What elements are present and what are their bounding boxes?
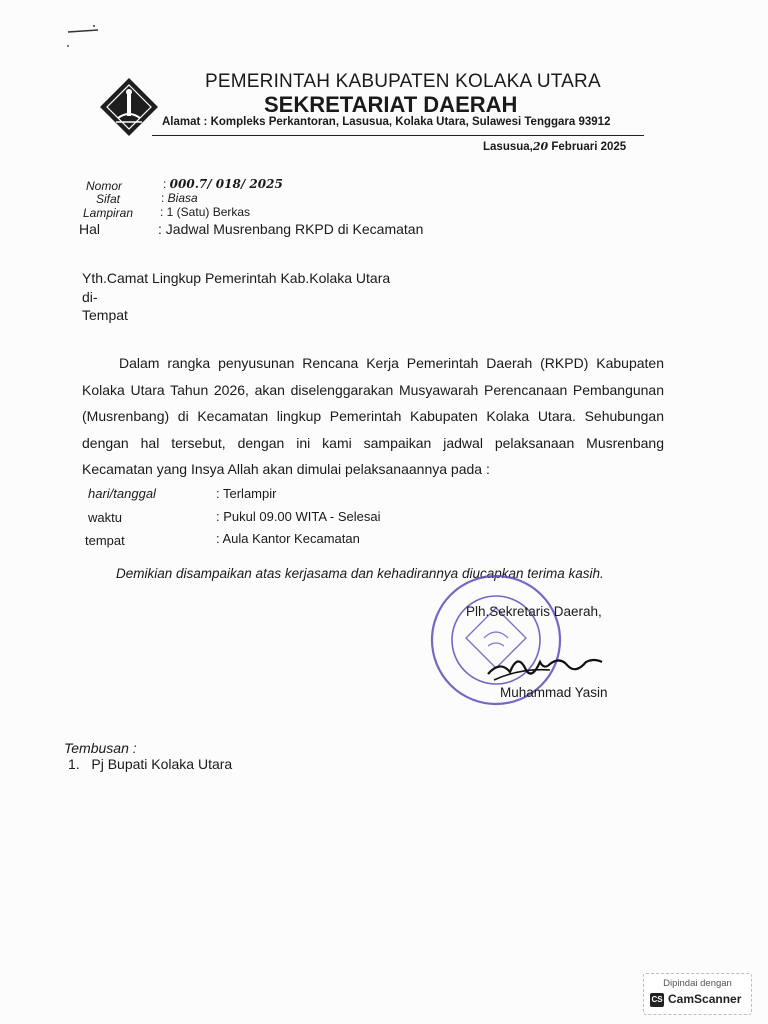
watermark-brand: CamScanner xyxy=(668,992,742,1006)
letterhead-address: Alamat : Kompleks Perkantoran, Lasusua, Kolaka Utara, Sulawesi Tenggara 93912 xyxy=(162,116,611,128)
sifat-value: : Biasa xyxy=(161,191,198,205)
schedule-value-day: : Terlampir xyxy=(216,486,277,501)
scan-mark-icon xyxy=(64,18,104,50)
letterhead-office-name: SEKRETARIAT DAERAH xyxy=(264,92,518,117)
body-paragraph xyxy=(82,350,664,483)
schedule-value-place: : Aula Kantor Kecamatan xyxy=(216,531,360,546)
signature-icon xyxy=(480,640,610,690)
camscanner-logo-icon: CS xyxy=(650,993,664,1007)
addressee-place: Tempat xyxy=(82,307,128,323)
schedule-label-place: tempat xyxy=(85,533,125,548)
government-emblem-icon xyxy=(98,76,160,138)
addressee: Yth.Camat Lingkup Pemerintah Kab.Kolaka Utara xyxy=(82,270,391,286)
sifat-label: Sifat xyxy=(96,192,121,206)
hal-label: Hal xyxy=(79,221,101,237)
date-month-year: Februari 2025 xyxy=(551,141,627,153)
letterhead-government-name: PEMERINTAH KABUPATEN KOLAKA UTARA xyxy=(205,71,601,92)
schedule-label-day: hari/tanggal xyxy=(88,486,156,501)
tembusan-label: Tembusan : xyxy=(64,740,137,756)
lampiran-value: : 1 (Satu) Berkas xyxy=(160,205,251,219)
hal-value: : Jadwal Musrenbang RKPD di Kecamatan xyxy=(158,221,424,237)
lampiran-label: Lampiran xyxy=(83,206,134,220)
date-day: 20 xyxy=(532,140,549,153)
place: Lasusua, xyxy=(483,141,533,153)
schedule-label-time: waktu xyxy=(88,510,122,525)
watermark-caption: Dipindai dengan xyxy=(663,978,732,989)
signatory-title: Plh.Sekretaris Daerah, xyxy=(466,604,602,619)
signatory-name: Muhammad Yasin xyxy=(500,685,608,700)
place-date xyxy=(483,140,626,153)
nomor-label: Nomor xyxy=(86,179,123,193)
closing-sentence: Demikian disampaikan atas kerjasama dan kehadirannya diucapkan terima kasih. xyxy=(116,566,604,581)
nomor-value: : 000.7/ 018/ 2025 xyxy=(163,177,283,191)
camscanner-watermark xyxy=(643,973,752,1015)
body-text: Dalam rangka penyusunan Rencana Kerja Pemerintah Daerah (RKPD) Kabupaten Kolaka Utara Tahun 2026, akan diselenggarakan Musyawarah Perencanaan Pembangunan (Musrenbang) di Kecamatan lingkup Pemerintah Kabupaten Kolaka Utara. Sehubungan dengan hal tersebut, dengan ini kami sampaikan jadwal pelaksanaan Musrenbang Kecamatan yang Insya Allah akan dimulai pelaksanaannya pada : xyxy=(82,355,664,477)
letterhead-divider xyxy=(152,135,644,136)
addressee-di: di- xyxy=(82,289,98,305)
schedule-value-time: : Pukul 09.00 WITA - Selesai xyxy=(216,509,381,524)
tembusan-item: 1. Pj Bupati Kolaka Utara xyxy=(68,756,233,772)
